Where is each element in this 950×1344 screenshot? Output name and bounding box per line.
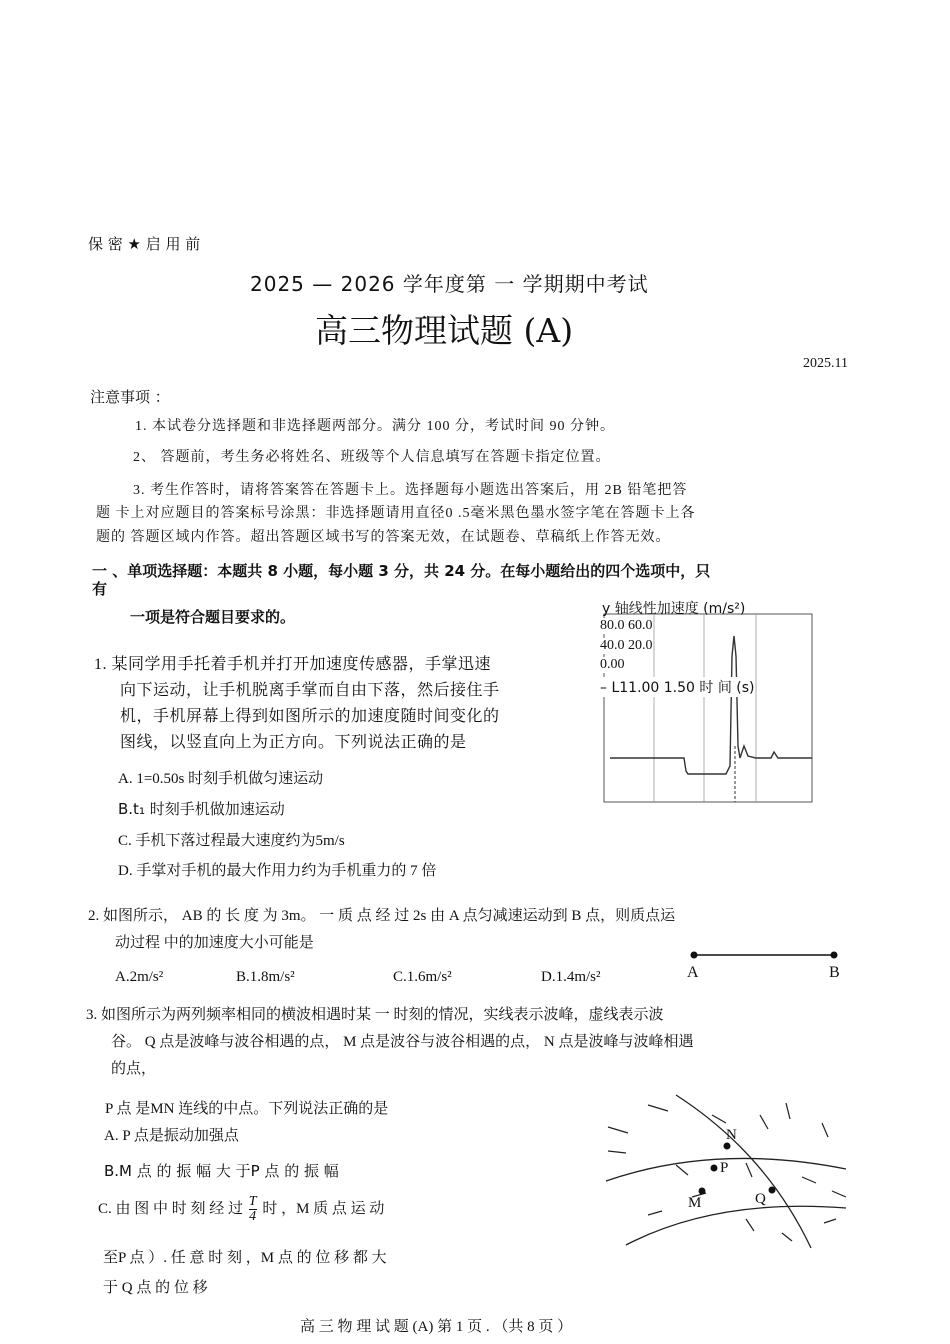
point-a (691, 952, 698, 959)
wave-trough-dash (676, 1165, 688, 1175)
wave-trough-dash (782, 1233, 792, 1241)
question-1-option-a: A. 1=0.50s 时刻手机做匀速运动 (118, 771, 324, 787)
point-m-label: M (688, 1195, 702, 1211)
question-3-option-c-cont: 至P 点 ）. 任 意 时 刻 ，M 点 的 位 移 都 大 (103, 1250, 387, 1266)
point-b (831, 952, 838, 959)
chart-y-tick-labels: 40.0 20.0 (600, 638, 653, 653)
point-b-label: B (829, 964, 840, 981)
question-2-option-d: D.1.4m/s² (541, 969, 601, 985)
note-item: 3. 考生作答时，请将答案答在答题卡上。选择题每小题选出答案后，用 2B 铅笔把答 (133, 483, 688, 498)
question-3-stem-cont: P 点 是MN 连线的中点。下列说法正确的是 (105, 1101, 389, 1117)
point-q-label: Q (755, 1191, 766, 1207)
point-a-label: A (687, 964, 699, 981)
question-1-stem: 1. 某同学用手托着手机并打开加速度传感器，手掌迅速 (94, 656, 492, 673)
exam-title: 2025 — 2026 学年度第 一 学期期中考试 (250, 272, 649, 296)
question-3-stem: 的点， (111, 1061, 157, 1077)
exam-date: 2025.11 (803, 356, 848, 371)
acceleration-curve (610, 636, 812, 774)
wave-trough-dash (822, 1123, 828, 1137)
note-item: 题的 答题区域内作答。超出答题区域书写的答案无效，在试题卷、草稿纸上作答无效。 (96, 530, 671, 545)
section-heading: 一 、单项选择题：本题共 8 小题，每小题 3 分，共 24 分。在每小题给出的四个选项中，只 (92, 562, 711, 580)
section-heading-cont: 有 (92, 580, 108, 598)
note-item: 1. 本试卷分选择题和非选择题两部分。满分 100 分，考试时间 90 分钟。 (135, 419, 615, 434)
paper-title: 高三物理试题 (A) (315, 311, 574, 350)
fraction-t-over-4: $\frac{T}{4}$ (248, 1194, 257, 1224)
notes-heading: 注意事项 ： (90, 388, 170, 406)
question-2-stem: 动过程 中的加速度大小可能是 (115, 935, 314, 951)
question-3-option-b: B.M 点 的 振 幅 大 于P 点 的 振 幅 (104, 1162, 339, 1180)
chart-title: y 轴线性加速度 (m/s²) (602, 601, 746, 617)
question-2-option-c: C.1.6m/s² (393, 969, 452, 985)
question-1-option-b: B.t₁ 时刻手机做加速运动 (118, 800, 285, 818)
wave-trough-dash (608, 1127, 628, 1133)
question-1-stem: 机，手机屏幕上得到如图所示的加速度随时间变化的 (120, 708, 500, 725)
point-n-label: N (726, 1127, 737, 1143)
question-3-option-c: C. 由 图 中 时 刻 经 过 $\frac{T}{4}$ 时 ，M 质 点 运 动 (98, 1194, 385, 1224)
wave-crest-line (676, 1095, 811, 1248)
point-p-label: P (720, 1160, 729, 1176)
question-1-stem: 向下运动，让手机脱离手掌而自由下落，然后接住手 (120, 682, 500, 699)
question-1-option-d: D. 手掌对手机的最大作用力约为手机重力的 7 倍 (118, 863, 437, 879)
chart-y-tick-labels: 0.00 (600, 657, 625, 672)
question-3-option-a: A. P 点是振动加强点 (104, 1128, 239, 1144)
wave-trough-dash (648, 1105, 668, 1111)
wave-trough-dash (648, 1211, 662, 1215)
wave-trough-dash (608, 1151, 626, 1153)
wave-trough-dash (786, 1103, 790, 1119)
question-1-option-c: C. 手机下落过程最大速度约为5m/s (118, 833, 345, 849)
point-q (769, 1187, 776, 1194)
note-item: 题 卡上对应题目的答案标号涂黑：非选择题请用直径0 .5毫米黑色墨水签字笔在答题卡上各 (96, 506, 696, 521)
chart-x-axis-label: – L11.00 1.50 时 间 (s) (600, 677, 755, 697)
segment-ab-figure (684, 946, 844, 966)
wave-trough-dash (760, 1115, 768, 1129)
wave-trough-dash (802, 1177, 816, 1183)
question-3-stem: 谷。 Q 点是波峰与波谷相遇的点， M 点是波谷与波谷相遇的点， N 点是波峰与波峰相遇 (111, 1034, 694, 1050)
question-1-stem: 图线，以竖直向上为正方向。下列说法正确的是 (120, 734, 467, 751)
section-heading-cont: 一项是符合题目要求的。 (130, 608, 296, 626)
point-m (699, 1188, 706, 1195)
note-item: 2、 答题前，考生务必将姓名、班级等个人信息填写在答题卡指定位置。 (133, 450, 611, 465)
wave-trough-dash (712, 1115, 726, 1123)
question-2-stem: 2. 如图所示， AB 的 长 度 为 3m。 一 质 点 经 过 2s 由 A 点匀减速运动到 B 点，则质点运 (88, 908, 676, 924)
question-3-option-c-cont: 于 Q 点 的 位 移 (103, 1280, 208, 1296)
page-footer: 高 三 物 理 试 题 (A) 第 1 页 . （共 8 页 ） (300, 1319, 573, 1335)
question-3-stem: 3. 如图所示为两列频率相同的横波相遇时某 一 时刻的情况，实线表示波峰，虚线表示波 (86, 1007, 664, 1023)
chart-y-tick-labels: 80.0 60.0 (600, 618, 653, 633)
point-p (711, 1165, 718, 1172)
confidential-label: 保 密 ★ 启 用 前 (88, 235, 201, 253)
question-2-option-b: B.1.8m/s² (236, 969, 295, 985)
wave-trough-dash (746, 1163, 752, 1177)
wave-trough-dash (824, 1219, 836, 1223)
wave-trough-dash (746, 1219, 754, 1231)
wave-trough-dash (832, 1191, 846, 1197)
question-2-option-a: A.2m/s² (115, 969, 164, 985)
